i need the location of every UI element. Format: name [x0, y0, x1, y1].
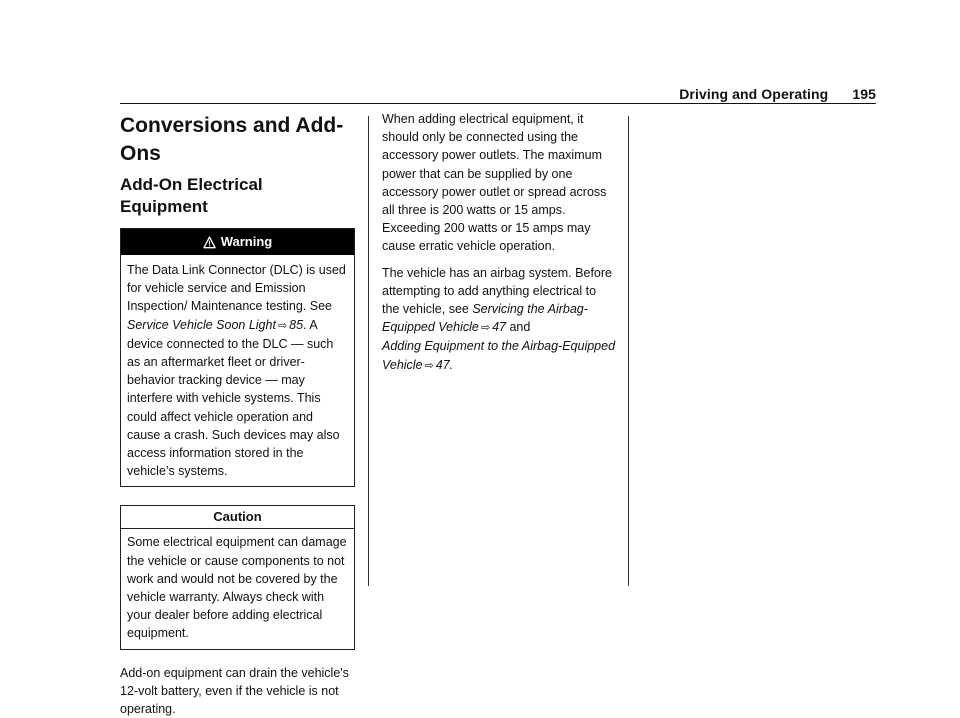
caution-box	[120, 505, 355, 649]
subsection-title: Add-On Electrical Equipment	[120, 175, 263, 216]
header-rule	[120, 103, 876, 104]
warning-header	[121, 229, 354, 255]
page-ref-arrow-icon: ⇨	[277, 319, 288, 332]
section-title: Conversions and Add-Ons	[120, 114, 344, 165]
warning-label: Warning	[220, 233, 273, 249]
warning-box	[120, 228, 355, 487]
warning-text-part: . A device connected to the DLC — such as an aftermarket fleet or driver-behavior tracking device — may interfere with vehicle systems. This could affect vehicle operation and cause a crash. Such devices may also access information stored in the vehicle’s systems.	[127, 317, 340, 479]
airbag-crossref-link-2[interactable]: Adding Equipment to the Airbag-Equipped Vehicle	[382, 339, 616, 372]
page-ref-arrow-icon: ⇨	[424, 359, 434, 372]
airbag-crossref-page-1[interactable]: 47	[492, 320, 506, 335]
airbag-paragraph	[382, 264, 616, 375]
airbag-crossref-link-1[interactable]: Servicing the Airbag-Equipped Vehicle	[382, 302, 588, 335]
page-ref-arrow-icon: ⇨	[480, 322, 491, 335]
left-column	[120, 110, 354, 718]
running-header	[0, 86, 876, 102]
power-outlet-paragraph: When adding electrical equipment, it should only be connected using the accessory power outlets. The maximum power that can be supplied by one accessory power outlet or spread across all three is 200 watts or 15 amps. Exceeding 200 watts or 15 amps may cause erratic vehicle operation.	[382, 112, 607, 254]
caution-header: Caution	[121, 506, 354, 529]
page-number: 195	[852, 86, 876, 102]
warning-crossref-link[interactable]: Service Vehicle Soon Light	[127, 317, 276, 332]
airbag-text-end: .	[449, 357, 454, 372]
header-section-title: Driving and Operating	[679, 86, 829, 102]
airbag-crossref-page-2[interactable]: 47	[435, 357, 450, 372]
warning-text	[121, 255, 354, 486]
caution-text: Some electrical equipment can damage the vehicle or cause components to not work and would not be covered by the vehicle warranty. Always check with your dealer before adding electrical equipment.	[127, 535, 347, 641]
battery-paragraph: Add-on equipment can drain the vehicle's 12-volt battery, even if the vehicle is not operating.	[120, 665, 349, 717]
warning-crossref-page[interactable]: 85	[289, 317, 304, 332]
airbag-text-part: and	[509, 320, 531, 335]
warning-text-part: The Data Link Connector (DLC) is used for vehicle service and Emission Inspection/ Maintenance testing. See	[127, 263, 346, 314]
airbag-text-part: The vehicle has an airbag system. Before attempting to add anything electrical to the vehicle, see	[382, 265, 612, 317]
right-column	[382, 110, 616, 375]
column-divider-right	[628, 116, 629, 586]
column-divider-left	[368, 116, 369, 586]
warning-triangle-icon	[203, 236, 216, 249]
